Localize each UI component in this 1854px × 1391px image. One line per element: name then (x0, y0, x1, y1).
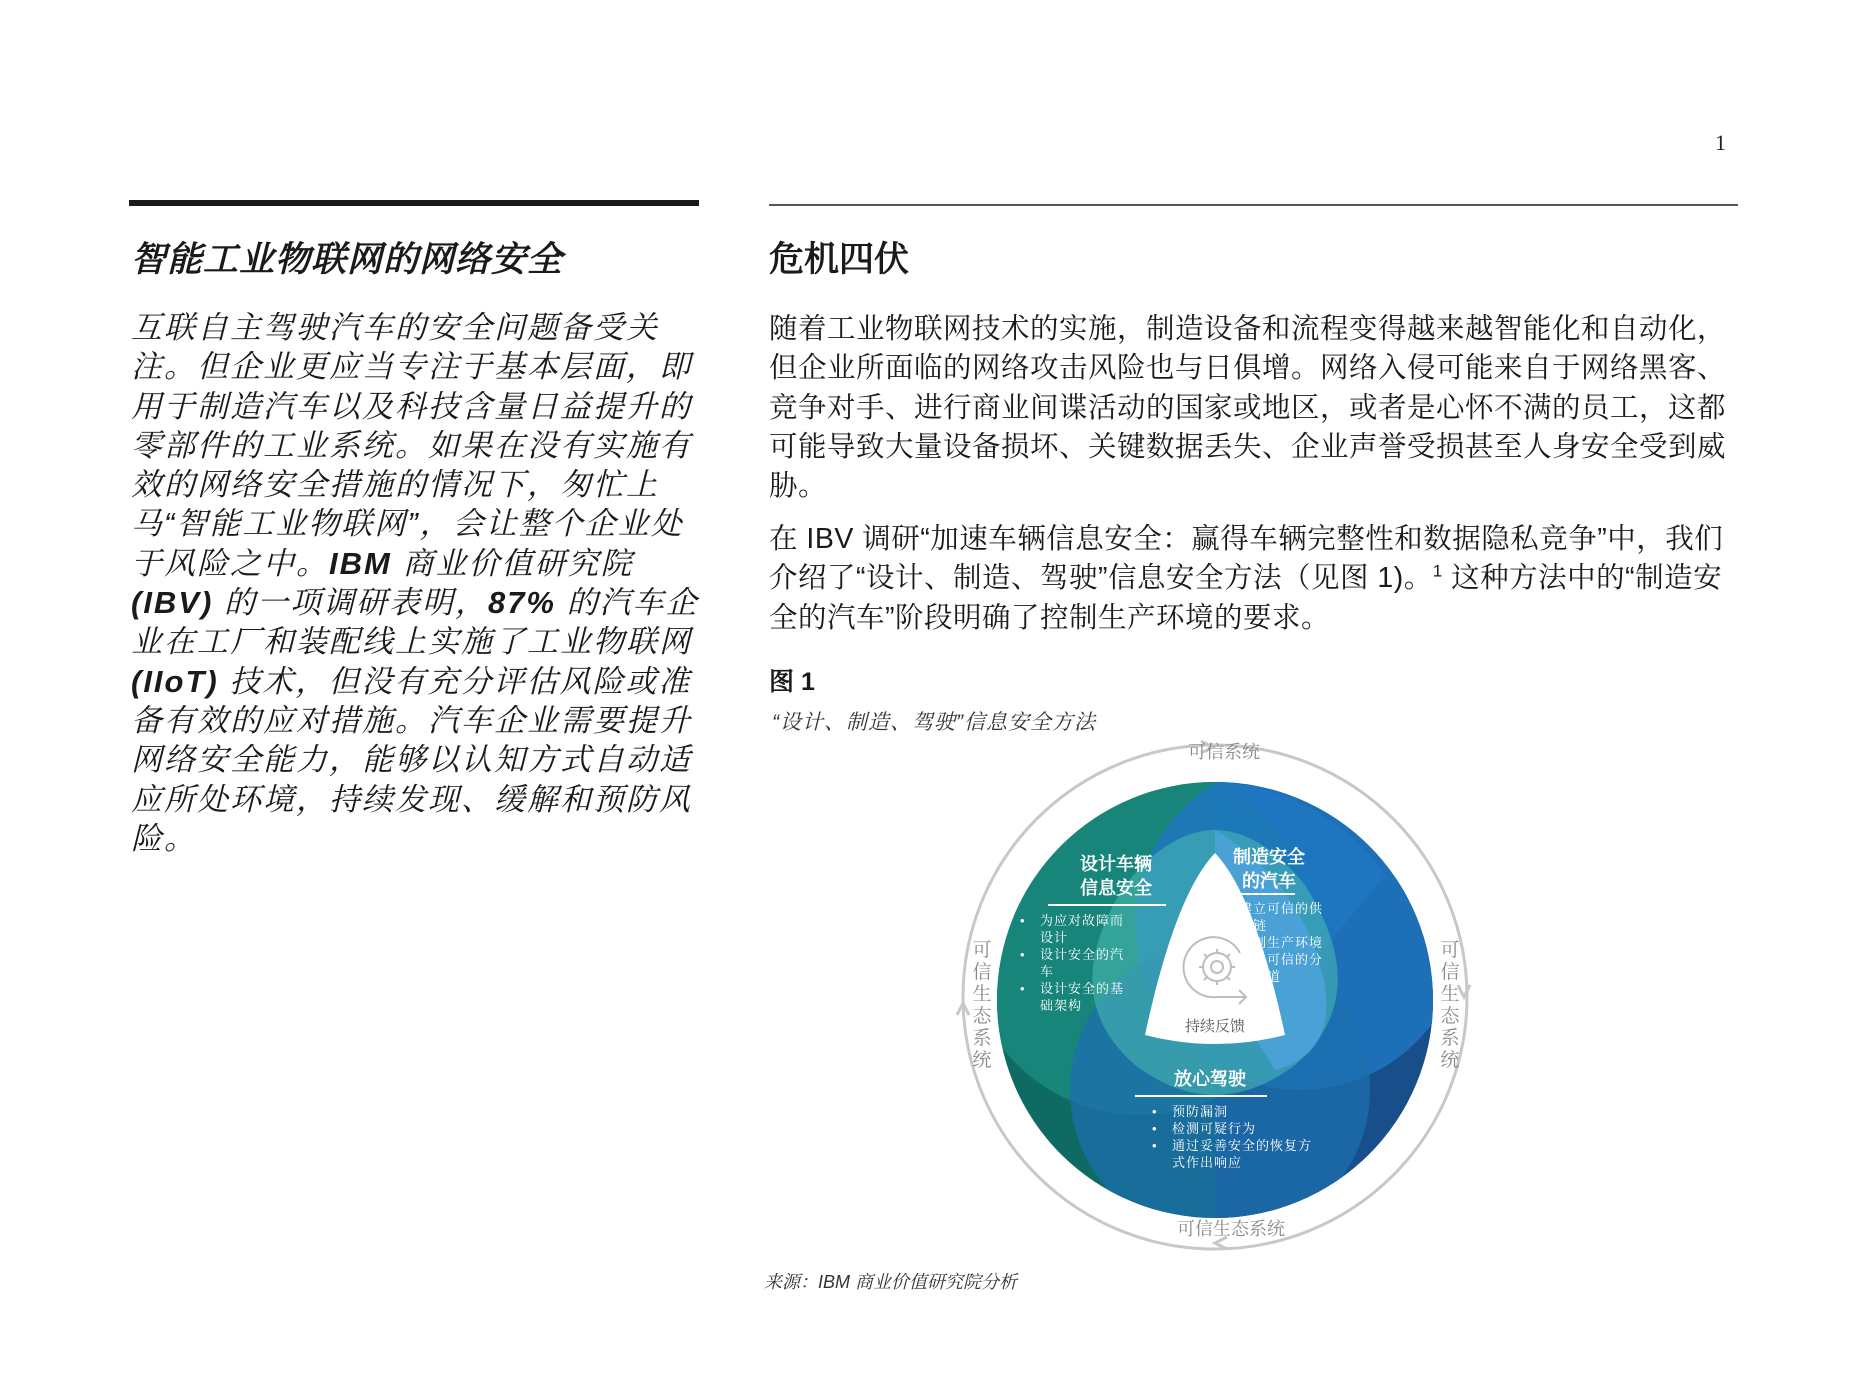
list-item: • 设计安全的汽车 (1018, 946, 1130, 980)
figure-source: 来源：IBM 商业价值研究院分析 (764, 1272, 1018, 1292)
list-item: • 设计安全的基础架构 (1018, 980, 1130, 1014)
section-title: 危机四伏 (769, 240, 910, 279)
body-paragraph-2: 在 IBV 调研“加速车辆信息安全：赢得车辆完整性和数据隐私竞争”中，我们介绍了“设计、制造、驾驶”信息安全方法（见图 1)。$^1$ 这种方法中的“制造安全的汽车”阶段明确了控制生产环境的要求。 (769, 523, 1724, 634)
figure-label: 图 1 (769, 668, 815, 696)
ring-label-right: 可信生态系统 (1440, 940, 1460, 1071)
segment-build-title: 制造安全 的汽车 (1233, 847, 1305, 891)
ring-label-bottom: 可信生态系统 (1177, 1219, 1285, 1239)
right-column-rule (769, 204, 1738, 206)
segment-drive-title: 放心驾驶 (1174, 1069, 1246, 1089)
list-item: • 建立可信的供应链 (1217, 900, 1329, 934)
sidebar-body: 互联自主驾驶汽车的安全问题备受关注。但企业更应当专注于基本层面，即用于制造汽车以及科技含量日益提升的零部件的工业系统。如果在没有实施有效的网络安全措施的情况下，匆忙上马“智能工业物联网”，会让整个企业处于风险之中。IBM 商业价值研究院 (IBV) 的一项调研表明，87% 的汽车企业在工厂和装配线上实施了工业物联网 (IIoT) 技术，但没有充分评估风险或准备有效的应对措施。汽车企业需要提升网络安全能力，能够以认知方式自动适应所处环境，持续发现、缓解和预防风险。 (131, 310, 699, 856)
center-label: 持续反馈 (1185, 1018, 1246, 1035)
list-item: • 为应对故障而设计 (1018, 912, 1130, 946)
list-item: • 控制生产环境 (1217, 934, 1329, 951)
segment-drive-rule (1135, 1095, 1267, 1097)
ring-label-top: 可信系统 (1188, 742, 1260, 762)
left-column-rule (129, 200, 699, 206)
segment-build-rule (1223, 893, 1295, 895)
segment-design-list (1018, 912, 1130, 1014)
body-paragraph-1: 随着工业物联网技术的实施，制造设备和流程变得越来越智能化和自动化，但企业所面临的网络攻击风险也与日俱增。网络入侵可能来自于网络黑客、竞争对手、进行商业间谍活动的国家或地区，或者是心怀不满的员工，这都可能导致大量设备损坏、关键数据丢失、企业声誉受损甚至人身安全受到威胁。 (769, 313, 1727, 503)
list-item: • 通过妥善安全的恢复方式作出响应 (1150, 1137, 1320, 1171)
segment-design-title: 设计车辆 信息安全 (1080, 854, 1152, 898)
secure-by-design-diagram (955, 735, 1475, 1255)
ring-label-left: 可信生态系统 (972, 940, 992, 1071)
sidebar-title: 智能工业物联网的网络安全 (131, 240, 564, 279)
segment-build-list (1217, 900, 1329, 985)
footnote-reference[interactable]: 1 (1432, 561, 1443, 581)
figure-caption: “设计、制造、驾驶”信息安全方法 (772, 711, 1096, 734)
list-item: • 检测可疑行为 (1150, 1120, 1320, 1137)
segment-drive-list (1150, 1103, 1320, 1171)
list-item: • 预防漏洞 (1150, 1103, 1320, 1120)
page-number: 1 (1715, 130, 1726, 155)
segment-design-rule (1048, 904, 1166, 906)
list-item: • 建立可信的分销渠道 (1217, 951, 1329, 985)
